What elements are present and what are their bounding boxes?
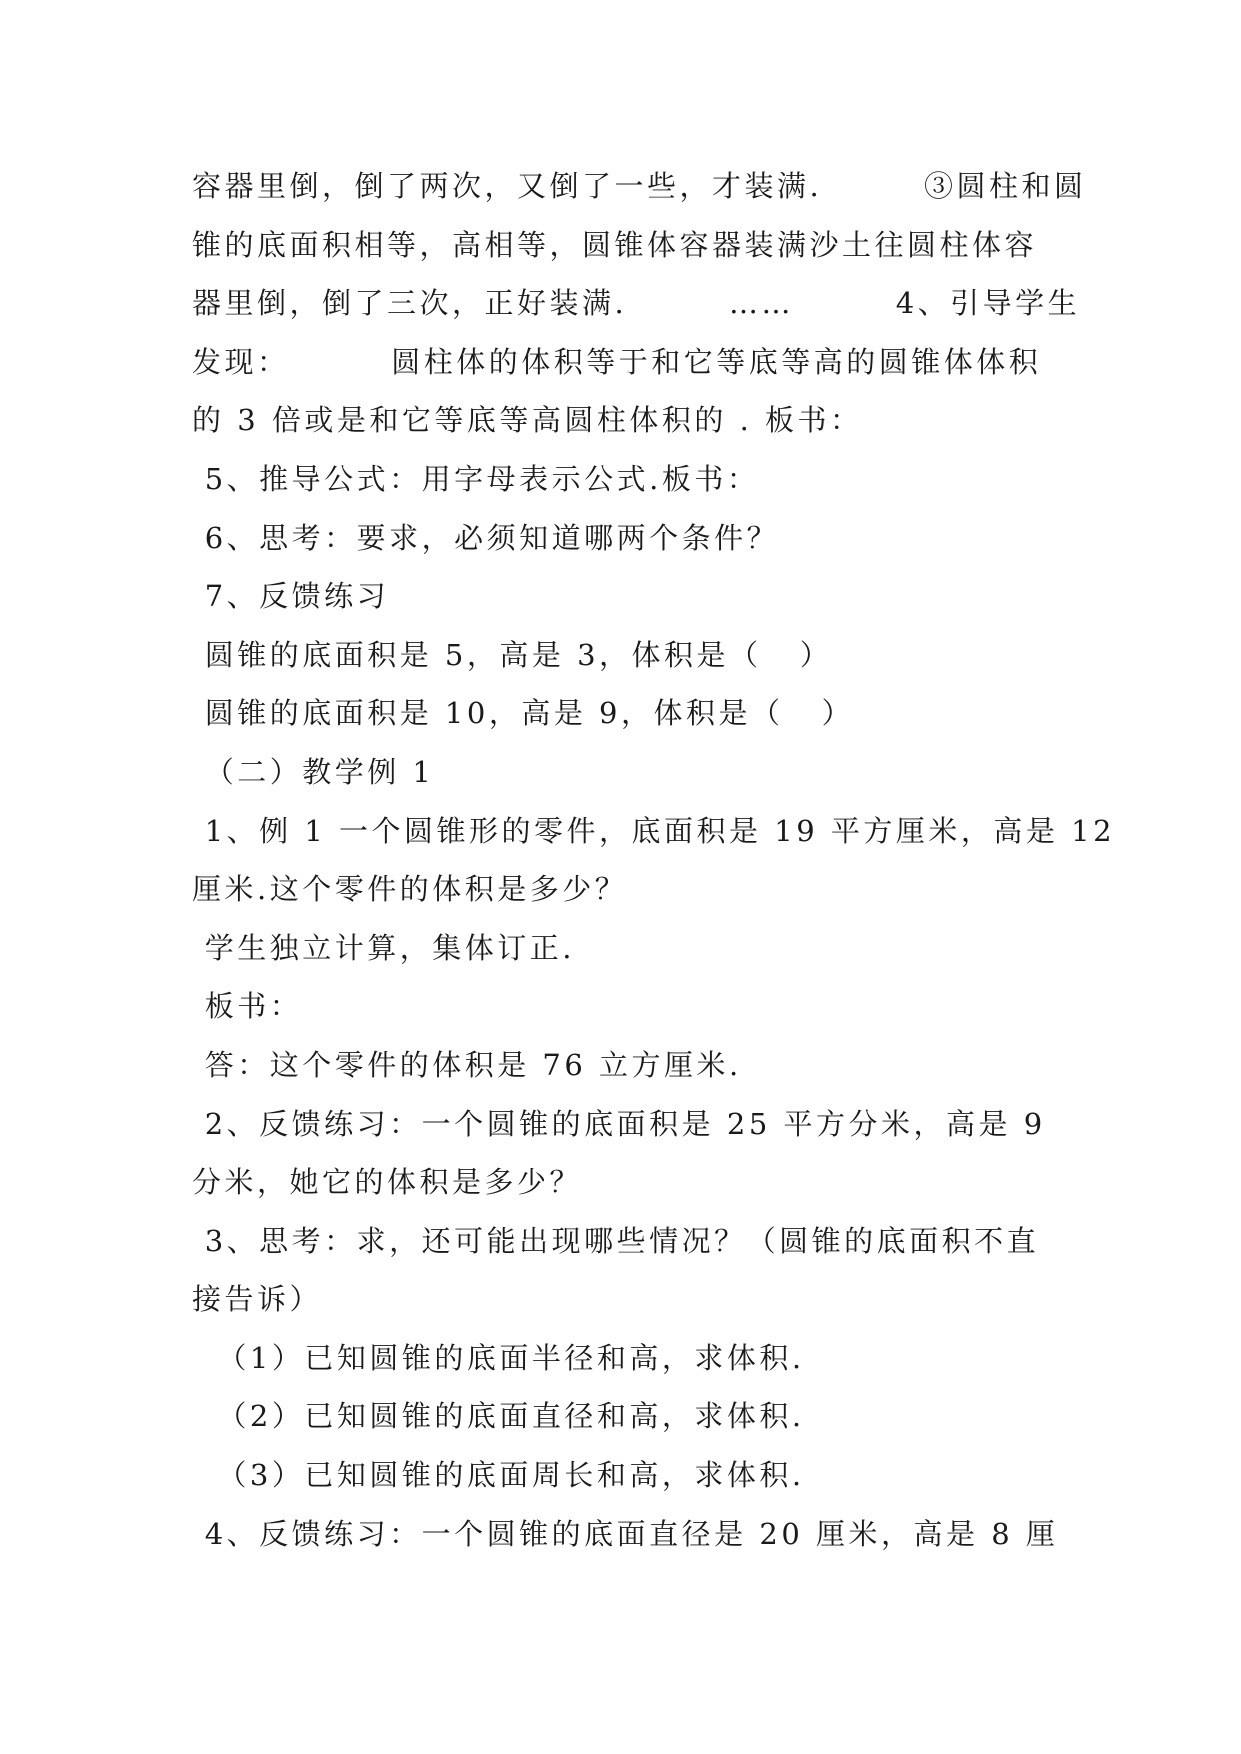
text-line-1: 容器里倒，倒了两次，又倒了一些，才装满. ③圆柱和圆 xyxy=(192,169,1087,203)
text-line-17: 2、反馈练习：一个圆锥的底面积是 25 平方分米，高是 9 xyxy=(192,1106,1046,1141)
text-line-22: （2）已知圆锥的底面直径和高，求体积. xyxy=(192,1399,805,1434)
text-line-7: 6、思考：要求，必须知道哪两个条件？ xyxy=(192,520,780,555)
text-line-10: 圆锥的底面积是 10，高是 9，体积是（ ） xyxy=(192,696,855,731)
text-line-5: 的 3 倍或是和它等底等高圆柱体积的 . 板书： xyxy=(192,403,863,438)
text-line-16: 答：这个零件的体积是 76 立方厘米. xyxy=(192,1047,742,1082)
text-line-9: 圆锥的底面积是 5，高是 3，体积是（ ） xyxy=(192,637,833,672)
text-line-4: 发现： 圆柱体的体积等于和它等底等高的圆锥体体积 xyxy=(192,344,1042,379)
text-line-2: 锥的底面积相等，高相等，圆锥体容器装满沙土往圆柱体容 xyxy=(192,227,1038,262)
text-line-3: 器里倒，倒了三次，正好装满. …… 4、引导学生 xyxy=(192,286,1081,321)
text-line-23: （3）已知圆锥的底面周长和高，求体积. xyxy=(192,1458,805,1493)
text-line-18: 分米，她它的体积是多少？ xyxy=(192,1165,583,1200)
text-line-19: 3、思考：求，还可能出现哪些情况？（圆锥的底面积不直 xyxy=(192,1223,1040,1258)
text-line-12: 1、例 1 一个圆锥形的零件，底面积是 19 平方厘米，高是 12 xyxy=(192,813,1116,848)
text-line-14: 学生独立计算，集体订正. xyxy=(192,930,575,965)
text-line-13: 厘米.这个零件的体积是多少？ xyxy=(192,872,628,907)
text-line-20: 接告诉） xyxy=(192,1282,323,1317)
text-line-15: 板书： xyxy=(192,989,303,1024)
text-line-8: 7、反馈练习 xyxy=(192,579,390,614)
text-line-6: 5、推导公式：用字母表示公式.板书： xyxy=(192,461,760,496)
text-line-11: （二）教学例 1 xyxy=(192,754,435,789)
text-line-24: 4、反馈练习：一个圆锥的底面直径是 20 厘米，高是 8 厘 xyxy=(192,1516,1059,1551)
text-line-21: （1）已知圆锥的底面半径和高，求体积. xyxy=(192,1340,805,1375)
document-body xyxy=(192,157,1116,1563)
